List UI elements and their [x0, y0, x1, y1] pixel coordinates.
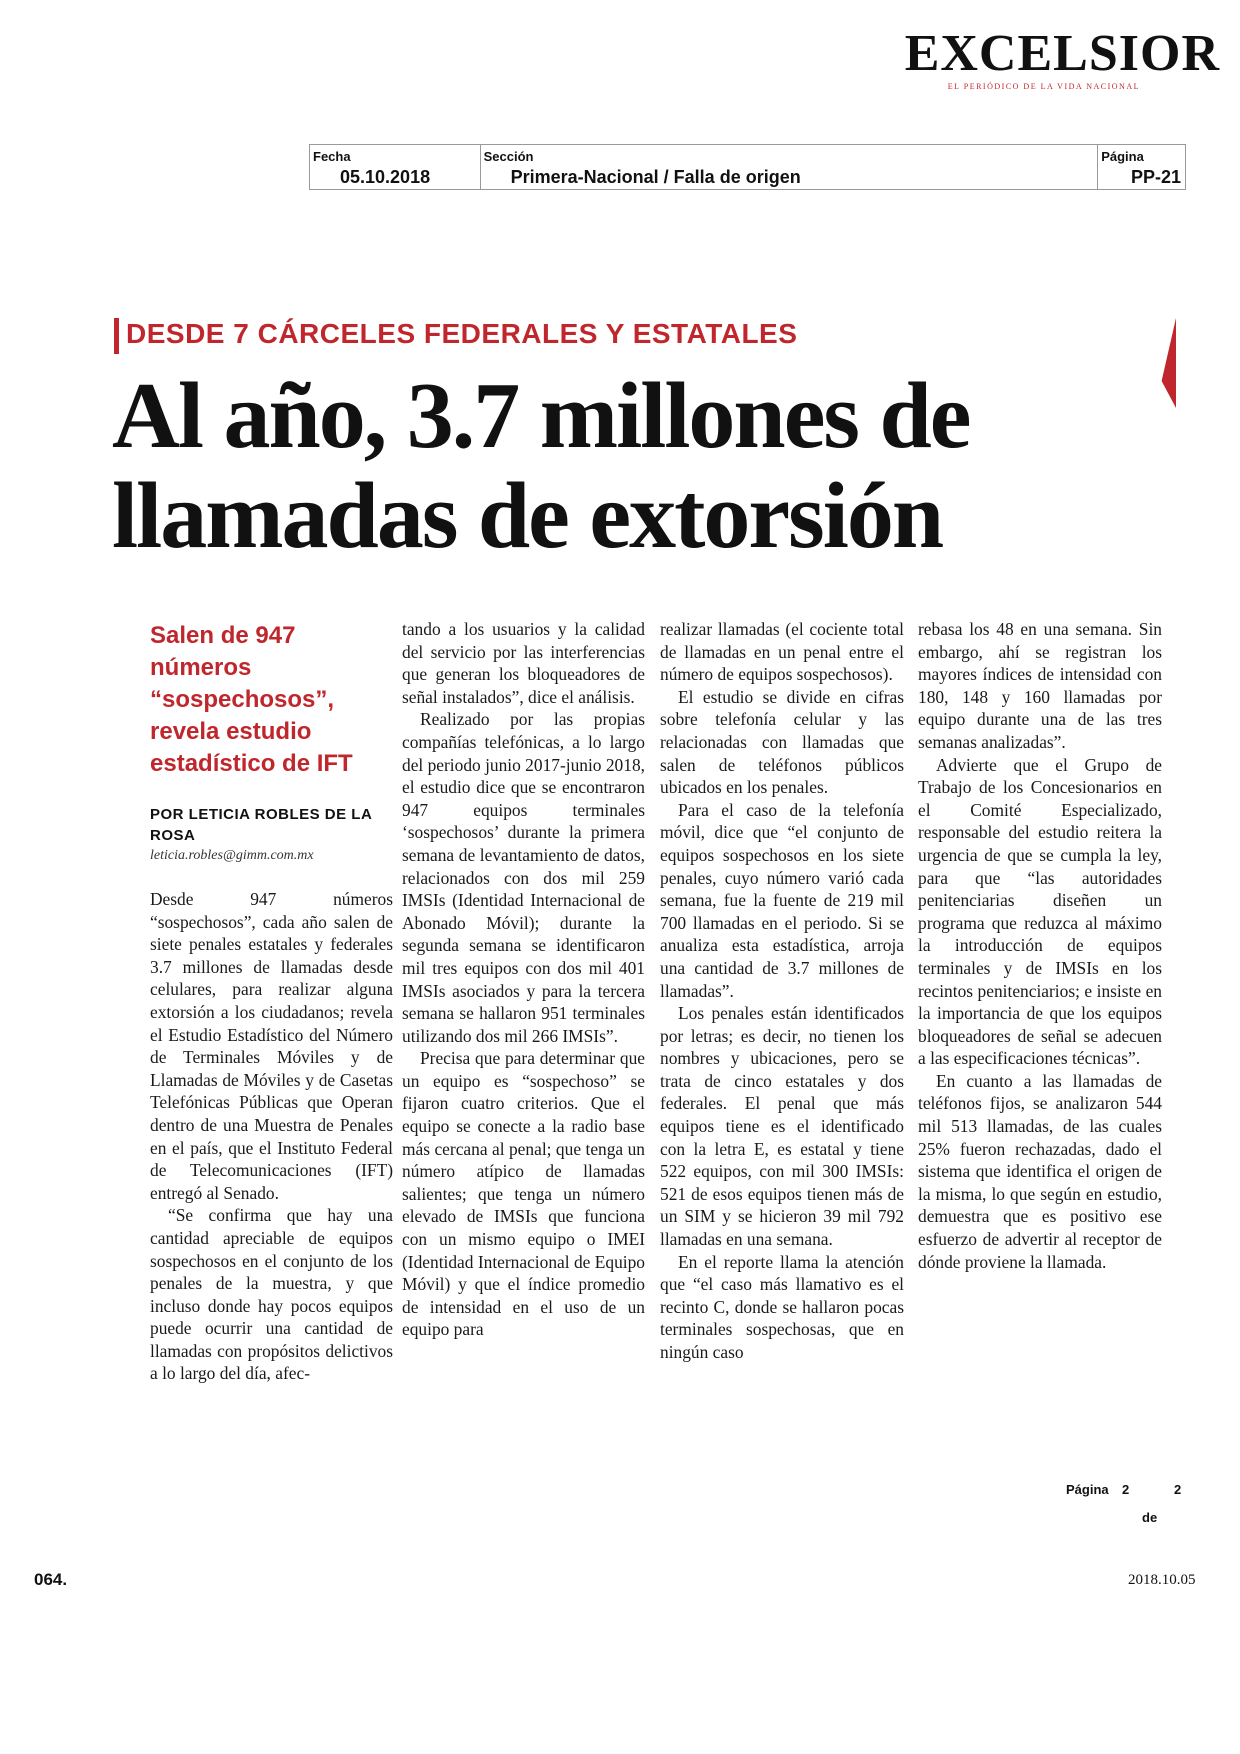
- article-column-4: [918, 618, 1162, 1273]
- newspaper-logo: EXCELSIOR: [904, 25, 1220, 82]
- paragraph: Realizado por las propias compañías telefónicas, a lo largo del periodo junio 2017-junio 2018, el estudio dice que se encontraron 947 equipos terminales ‘sospechosos’ durante la primera semana de levantamiento de datos, relacionados con dos mil 259 IMSIs (Identidad Internacional de Abonado Móvil); durante la segunda semana se identificaron mil tres equipos con dos mil 401 IMSIs asociados y para la tercera semana se hallaron 951 terminales utilizando dos mil 266 IMSIs”.: [402, 709, 645, 1046]
- headline-line-1: Al año, 3.7 millones de: [112, 364, 970, 468]
- seccion-value: Primera-Nacional / Falla de origen: [510, 167, 801, 187]
- clipping-metadata-table: [309, 144, 1186, 190]
- paragraph: Desde 947 números “sospechosos”, cada año salen de siete penales estatales y federales 3.7 millones de llamadas desde celulares, para realizar alguna extorsión a los ciudadanos; revela el Estudio Estadístico del Número de Terminales Móviles y de Llamadas de Móviles y de Casetas Telefónicas Públicas que Operan dentro de una Muestra de Penales en el país, que el Instituto Federal de Telecomunicaciones (IFT) entregó al Senado.: [150, 889, 393, 1203]
- author-email: leticia.robles@gimm.com.mx: [150, 848, 314, 863]
- paragraph: En el reporte llama la atención que “el caso más llamativo es el recinto C, donde se hallaron pocas terminales sospechosas, que en ningún caso: [660, 1251, 904, 1362]
- seccion-cell: [481, 145, 1099, 189]
- masthead: [870, 25, 1220, 91]
- pagina-cell: [1098, 145, 1185, 189]
- paragraph: Advierte que el Grupo de Trabajo de los Concesionarios en el Comité Especializado, responsable del estudio reitera la urgencia de que se cumpla la ley, para que “las autoridades penitenciarias diseñen un programa que reduzca al máximo la introducción de equipos terminales y de IMSIs en los recintos penitenciarios; e insiste en la importancia de que los equipos bloqueadores de señal se adecuen a las especificaciones técnicas”.: [918, 754, 1162, 1069]
- paragraph: El estudio se divide en cifras sobre telefonía celular y las relacionadas con llamadas que salen de teléfonos públicos ubicados en los penales.: [660, 686, 904, 798]
- paragraph: Precisa que para determinar que un equipo es “sospechoso” se fijaron cuatro criterios. Que el equipo se conecte a la radio base más cercana al penal; que tenga un número atípico de llamadas salientes; que tenga un número elevado de IMSIs que funciona con un mismo equipo o IMEI (Identidad Internacional de Equipo Móvil) y que el índice promedio de intensidad en el uso de un equipo para: [402, 1048, 645, 1340]
- page-current: 2: [1122, 1482, 1130, 1497]
- pagina-label: Página: [1101, 149, 1144, 164]
- paragraph: Para el caso de la telefonía móvil, dice que “el conjunto de equipos sospechosos en los siete penales, cuyo número varió cada semana, fue la fuente de 219 mil 700 llamadas en el periodo. Si se anualiza esta estadística, arroja una cantidad de 3.7 millones de llamadas”.: [660, 799, 904, 1001]
- pagina-value: PP-21: [1130, 167, 1181, 187]
- article-deck: Salen de 947 números “sospechosos”, revela estudio estadístico de IFT: [150, 622, 353, 777]
- seccion-label: Sección: [483, 149, 534, 164]
- page-counter-label: Página: [1066, 1482, 1109, 1497]
- paragraph: En cuanto a las llamadas de teléfonos fijos, se analizaron 544 mil 513 llamadas, de las cuales 25% fueron rechazadas, dado el sistema que identifica el origen de la misma, lo que según en estudio, demuestra que es positivo ese esfuerzo de advertir al receptor de dónde proviene la llamada.: [918, 1070, 1162, 1272]
- page-counter: [1066, 1482, 1182, 1525]
- page-of: de: [1142, 1510, 1158, 1525]
- article-byline: POR LETICIA ROBLES DE LA ROSA: [150, 806, 372, 844]
- page-total: 2: [1174, 1482, 1182, 1497]
- paragraph: realizar llamadas (el cociente total de llamadas en un penal entre el número de equipos sospechosos).: [660, 619, 904, 685]
- footer-date: 2018.10.05: [1128, 1572, 1196, 1588]
- article-column-3: [660, 618, 904, 1364]
- article-headline: [112, 366, 1172, 566]
- footer-code: 064.: [34, 1570, 68, 1589]
- headline-line-2: llamadas de extorsión: [112, 464, 943, 568]
- paragraph: tando a los usuarios y la calidad del servicio por las interferencias que generan los bloqueadores de señal instalados”, dice el análisis.: [402, 619, 645, 707]
- paragraph: Los penales están identificados por letras; es decir, no tienen los nombres y ubicaciones, pero se trata de cinco estatales y dos federales. El penal que más equipos tiene es el identificado con la letra E, es estatal y tiene 522 equipos, con mil 300 IMSIs: 521 de esos equipos tienen más de un SIM y se hicieron 39 mil 792 llamadas en una semana.: [660, 1003, 904, 1250]
- article-kicker: DESDE 7 CÁRCELES FEDERALES Y ESTATALES: [126, 318, 798, 349]
- paragraph: rebasa los 48 en una semana. Sin embargo, ahí se registran los mayores índices de intensidad con 180, 148 y 160 llamadas por equipo durante una de las tres semanas analizadas”.: [918, 619, 1162, 752]
- fecha-cell: [310, 145, 481, 189]
- fecha-label: Fecha: [313, 149, 351, 164]
- fecha-value: 05.10.2018: [340, 167, 431, 187]
- paragraph: “Se confirma que hay una cantidad apreciable de equipos sospechosos en el conjunto de los penales de la muestra, y que incluso donde hay pocos equipos puede ocurrir una cantidad de llamadas con propósitos delictivos a lo largo del día, afec-: [150, 1205, 393, 1384]
- article-column-2: [402, 618, 645, 1341]
- article-column-1: [150, 888, 393, 1385]
- newspaper-tagline: EL PERIÓDICO DE LA VIDA NACIONAL: [947, 82, 1140, 91]
- kicker-bar: [114, 318, 119, 354]
